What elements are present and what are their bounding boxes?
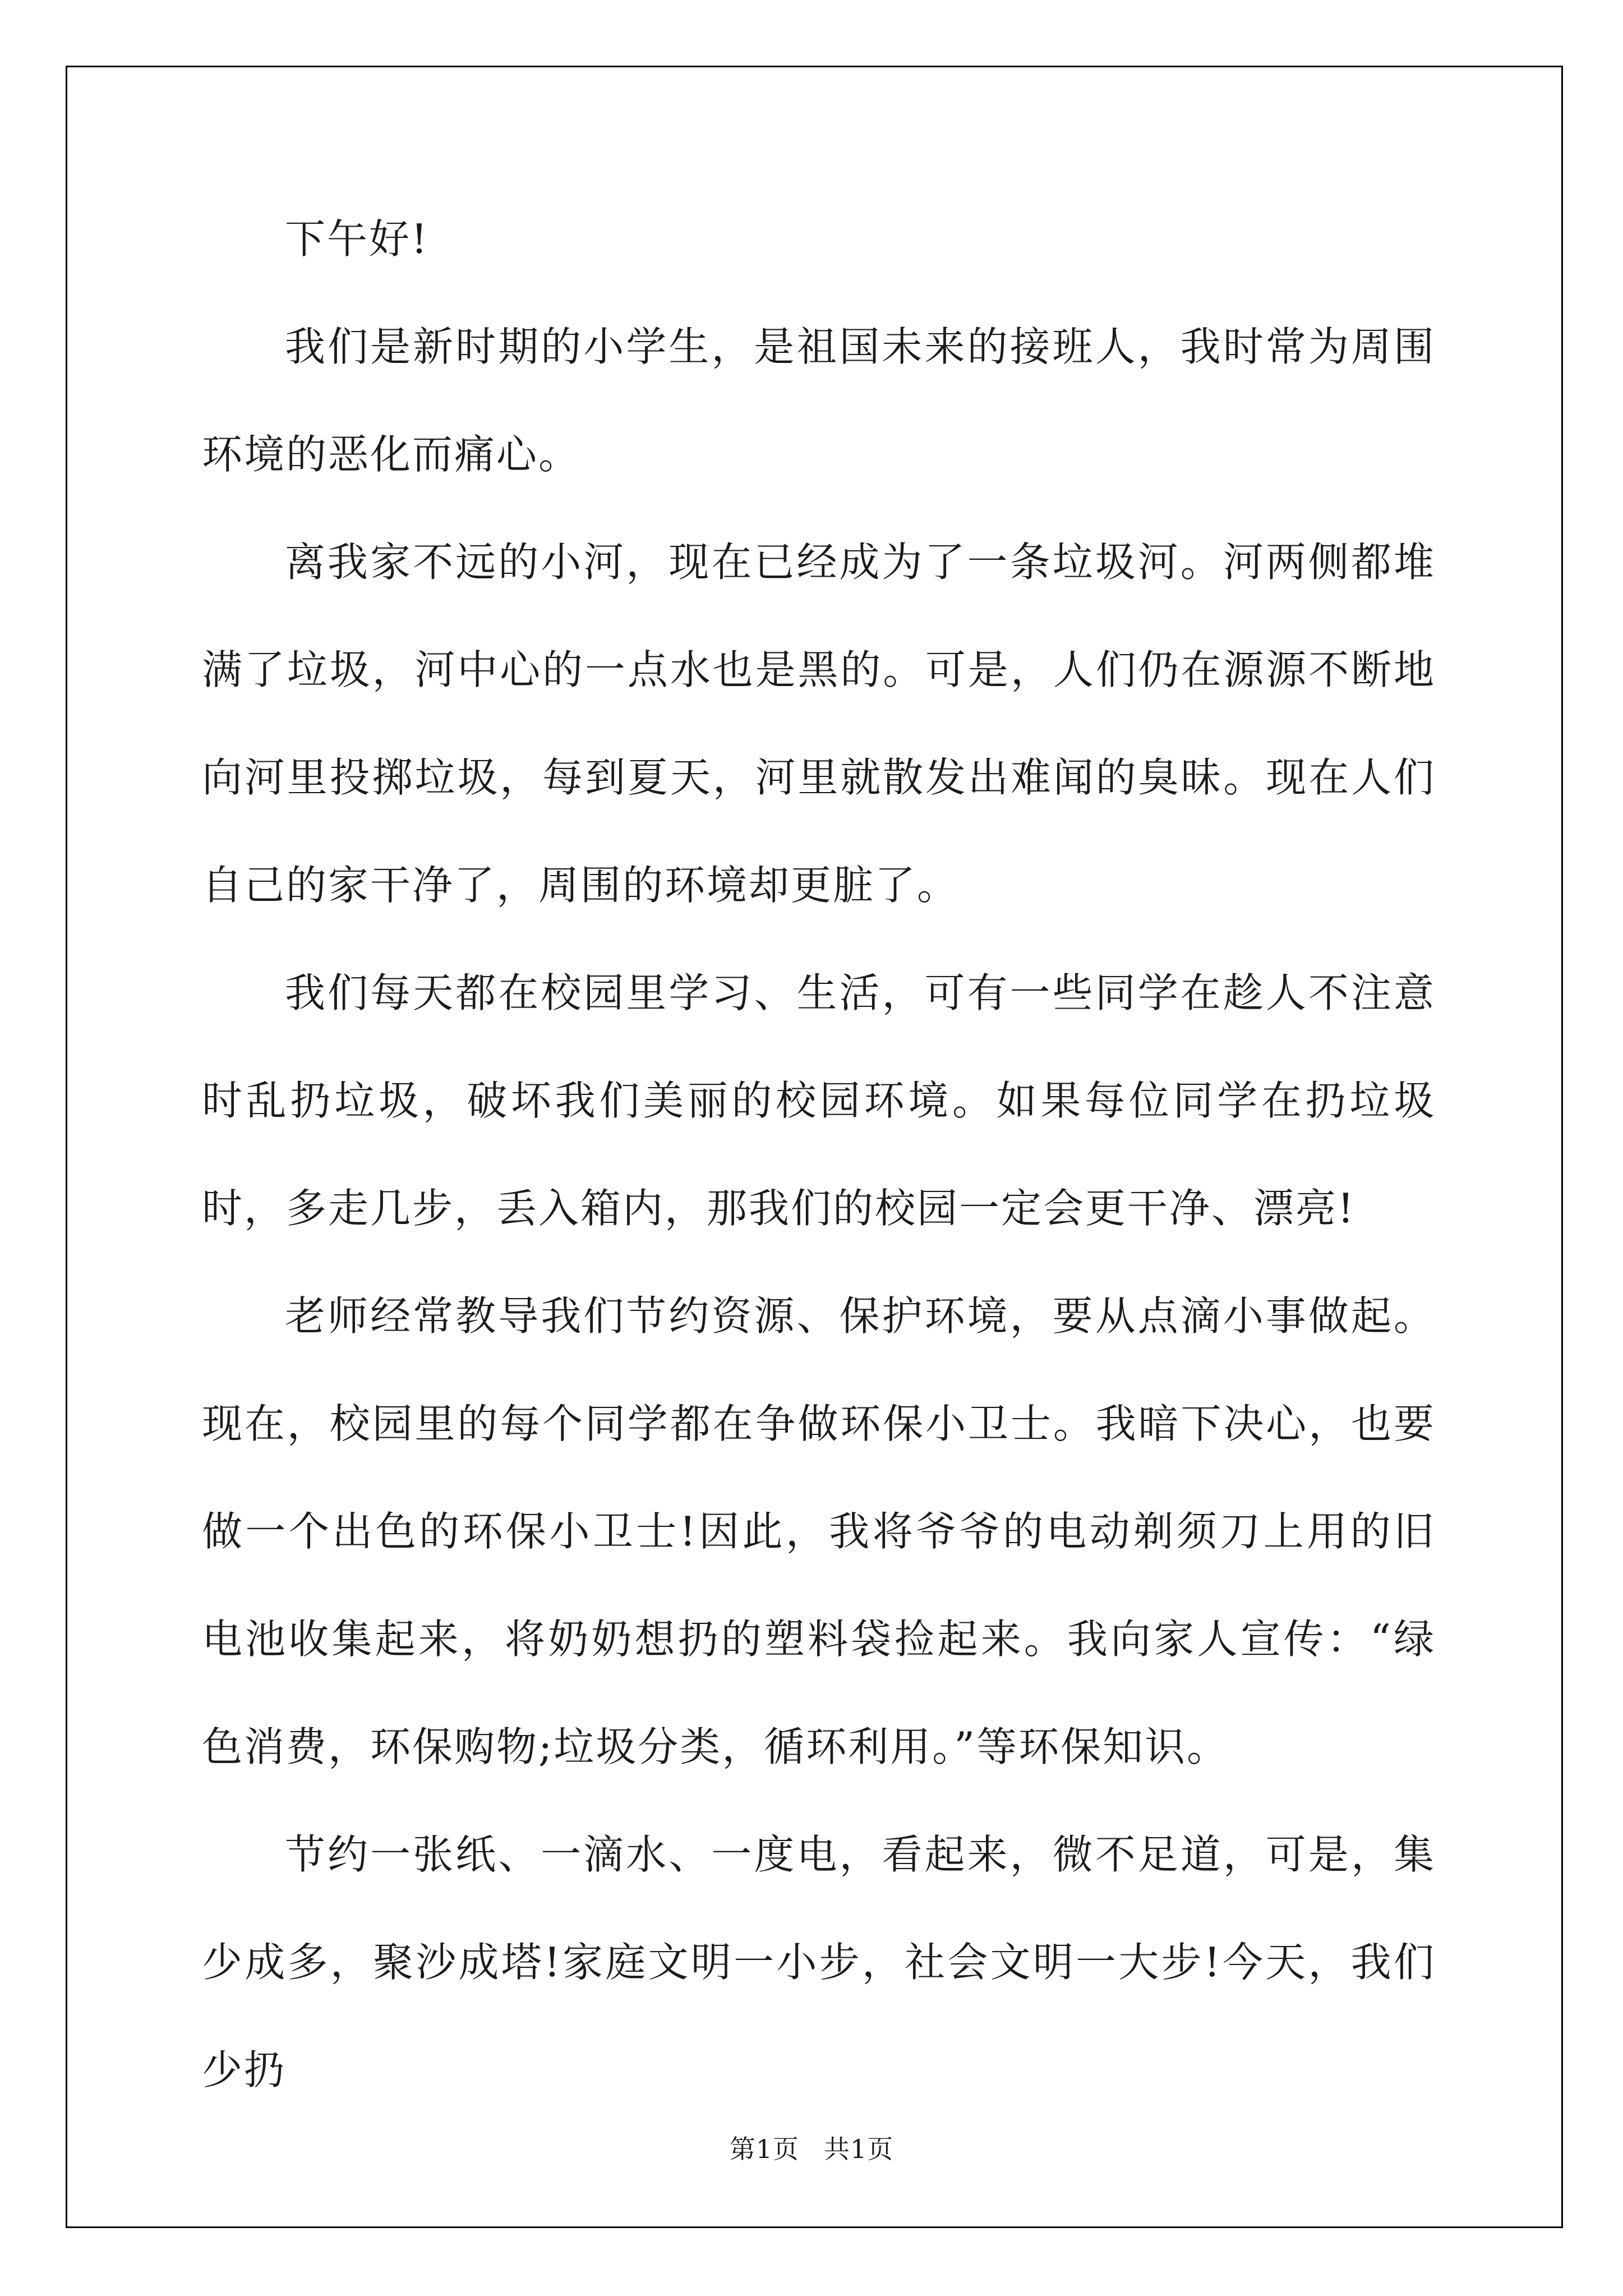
document-body [202, 185, 1436, 2124]
paragraph-3: 离我家不远的小河，现在已经成为了一条垃圾河。河两侧都堆满了垃圾，河中心的一点水也是黑的。可是，人们仍在源源不断地向河里投掷垃圾，每到夏天，河里就散发出难闻的臭昧。现在人们自己的家干净了，周围的环境却更脏了。 [202, 539, 1436, 909]
paragraph-6: 节约一张纸、一滴水、一度电，看起来，微不足道，可是，集少成多，聚沙成塔!家庭文明一小步，社会文明一大步!今天，我们少扔 [202, 1831, 1436, 2093]
paragraph-2: 我们是新时期的小学生，是祖国未来的接班人，我时常为周围环境的恶化而痛心。 [202, 323, 1436, 478]
page-number-total: 共1页 [824, 2134, 894, 2164]
page-footer [0, 2129, 1623, 2166]
paragraph-5: 老师经常教导我们节约资源、保护环境，要从点滴小事做起。现在，校园里的每个同学都在争做环保小卫士。我暗下决心，也要做一个出色的环保小卫士!因此，我将爷爷的电动剃须刀上用的旧电池收集起来，将奶奶想扔的塑料袋捡起来。我向家人宣传：“绿色消费，环保购物;垃圾分类，循环利用。”等环保知识。 [202, 1292, 1436, 1770]
page-number-current: 第1页 [729, 2134, 799, 2164]
paragraph-1: 下午好! [285, 215, 429, 263]
paragraph-4: 我们每天都在校园里学习、生活，可有一些同学在趁人不注意时乱扔垃圾，破坏我们美丽的校园环境。如果每位同学在扔垃圾时，多走几步，丢入箱内，那我们的校园一定会更干净、漂亮! [202, 969, 1436, 1232]
